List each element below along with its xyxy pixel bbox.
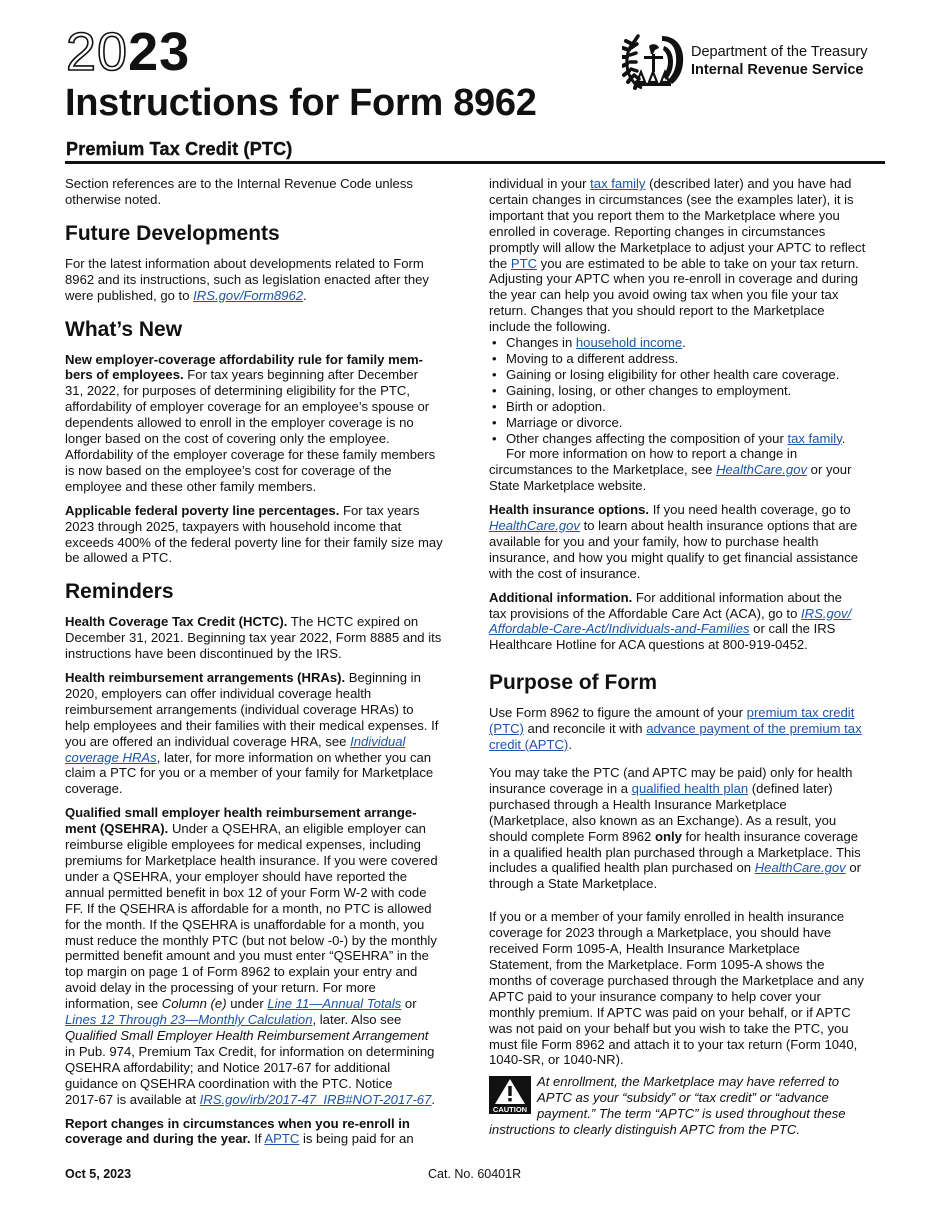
run-in-heading: bers of employees. bbox=[65, 367, 184, 383]
qsehra-paragraph bbox=[65, 805, 465, 1107]
link[interactable]: qualified health plan bbox=[631, 780, 749, 796]
text-line bbox=[489, 1037, 889, 1053]
text-run: Birth or adoption. bbox=[506, 398, 606, 414]
text-line bbox=[489, 478, 889, 494]
tax-year-outline: 20 bbox=[66, 22, 129, 82]
text-line bbox=[65, 917, 465, 933]
text-line bbox=[489, 721, 889, 737]
agency-block bbox=[622, 32, 868, 90]
text-line bbox=[489, 765, 889, 781]
text-line bbox=[489, 446, 889, 462]
text-run: is being paid for an bbox=[299, 1131, 414, 1147]
text-line bbox=[489, 797, 889, 813]
text-run: For tax years bbox=[339, 502, 420, 518]
text-line bbox=[65, 288, 465, 304]
text-run: Statement, from the Marketplace. Form 1095-A shows the bbox=[489, 956, 825, 972]
future-developments-paragraph bbox=[65, 256, 465, 304]
run-in-heading: coverage and during the year. bbox=[65, 1131, 251, 1147]
link[interactable]: Individual bbox=[350, 733, 406, 749]
text-run: insurance, and how you might qualify to get financial assistance bbox=[489, 549, 859, 565]
text-run: For more information on how to report a change in bbox=[506, 446, 798, 462]
text-run: APTC paid to your insurance company to help cover your bbox=[489, 988, 821, 1004]
text-run: the bbox=[489, 255, 511, 271]
text-run: the year can help you avoid owing tax when you file your tax bbox=[489, 287, 839, 303]
tax-year bbox=[66, 22, 190, 82]
text-line bbox=[489, 989, 889, 1005]
text-run: , later. Also see bbox=[312, 1012, 402, 1028]
text-line bbox=[65, 805, 465, 821]
link[interactable]: APTC bbox=[264, 1131, 300, 1147]
link[interactable]: Affordable-Care-Act/Individuals-and-Families bbox=[489, 621, 750, 637]
text-run: individual in your bbox=[489, 176, 591, 191]
link[interactable]: IRS.gov/Form8962 bbox=[193, 287, 304, 303]
hra-paragraph bbox=[65, 670, 465, 797]
text-run: Gaining or losing eligibility for other health care coverage. bbox=[506, 366, 840, 382]
run-in-heading: Health insurance options. bbox=[489, 502, 650, 518]
text-run: For the latest information about developments related to Form bbox=[65, 255, 424, 271]
text-run: employee and these other family members. bbox=[65, 478, 317, 494]
text-line bbox=[489, 829, 889, 845]
text-line bbox=[65, 869, 465, 885]
text-run: Column (e) bbox=[161, 996, 227, 1012]
text-line bbox=[65, 352, 465, 368]
text-line bbox=[489, 941, 889, 957]
text-line bbox=[65, 718, 465, 734]
link[interactable]: premium tax credit bbox=[746, 705, 855, 721]
text-run: permitted benefit amount and you must enter “QSEHRA” in the bbox=[65, 948, 429, 964]
text-run: . bbox=[682, 335, 686, 351]
text-run: 1040-SR, or 1040-NR). bbox=[489, 1052, 624, 1068]
text-run: must reduce the monthly PTC (but not below -0-) by the monthly bbox=[65, 932, 437, 948]
link[interactable]: Lines 12 Through 23—Monthly Calculation bbox=[65, 1012, 313, 1028]
purpose-paragraph-3 bbox=[489, 909, 889, 1068]
text-line bbox=[489, 256, 889, 272]
text-line bbox=[65, 948, 465, 964]
text-line bbox=[65, 781, 465, 797]
text-line bbox=[489, 590, 889, 606]
text-line bbox=[489, 1005, 889, 1021]
text-line bbox=[489, 534, 889, 550]
text-line bbox=[489, 303, 889, 319]
text-line bbox=[65, 630, 465, 646]
text-line bbox=[489, 1021, 889, 1037]
text-run: in Pub. 974, Premium Tax Credit, for information on determining bbox=[65, 1043, 435, 1059]
text-line bbox=[489, 781, 889, 797]
text-run: (described later) and you have had bbox=[645, 176, 852, 191]
text-run: purchased through a Health Insurance Marketplace bbox=[489, 796, 787, 812]
text-run: Marriage or divorce. bbox=[506, 414, 623, 430]
heading-purpose-of-form: Purpose of Form bbox=[489, 671, 658, 695]
text-line bbox=[65, 821, 465, 837]
text-run: include the following. bbox=[489, 319, 611, 335]
text-run: Under a QSEHRA, an eligible employer can bbox=[168, 821, 426, 837]
text-run: top margin on page 1 of Form 8962 to explain your entry and bbox=[65, 964, 418, 980]
text-run: For tax years beginning after December bbox=[183, 367, 418, 383]
text-run: to learn about health insurance options that are bbox=[579, 518, 858, 534]
caution-text bbox=[489, 1074, 889, 1138]
text-line bbox=[489, 176, 889, 192]
text-run: annual permitted benefit in box 12 of your Form W-2 with code bbox=[65, 884, 427, 900]
text-line bbox=[489, 240, 889, 256]
text-line bbox=[65, 503, 465, 519]
poverty-line-paragraph bbox=[65, 503, 465, 567]
text-line bbox=[65, 367, 465, 383]
text-line bbox=[489, 637, 889, 653]
link[interactable]: HealthCare.gov bbox=[489, 518, 580, 534]
text-run: Healthcare Hotline for ACA questions at 800-919-0452. bbox=[489, 637, 808, 653]
list-item bbox=[489, 431, 889, 447]
text-line bbox=[65, 256, 465, 272]
run-in-heading: only bbox=[654, 828, 682, 844]
text-line bbox=[489, 566, 889, 582]
list-item bbox=[489, 335, 889, 351]
text-run: exceeds 400% of the federal poverty line for their family size may bbox=[65, 534, 443, 550]
text-run: 2023 through 2025, taxpayers with household income that bbox=[65, 518, 402, 534]
text-run: (Marketplace, also known as an Exchange). As a result, you bbox=[489, 812, 837, 828]
text-line bbox=[65, 1076, 465, 1092]
text-run: premiums for Marketplace health insurance. If you were covered bbox=[65, 853, 438, 868]
text-run: dependents allowed to enroll in the employer coverage is no bbox=[65, 415, 414, 431]
text-run: instructions to clearly distinguish APTC from the PTC. bbox=[489, 1122, 800, 1138]
text-run: reimbursement arrangements (individual coverage HRAs) to bbox=[65, 701, 414, 717]
text-run: Affordability of the employer coverage for these family members bbox=[65, 446, 436, 462]
text-run: Other changes affecting the composition of your bbox=[506, 430, 788, 446]
affordability-rule-paragraph bbox=[65, 352, 465, 495]
text-run: payment.” The term “APTC” is used throughout these bbox=[537, 1106, 846, 1122]
text-line bbox=[65, 1028, 465, 1044]
text-run: or your bbox=[807, 462, 852, 478]
text-run: monthly premium. If APTC was paid on your behalf, or if APTC bbox=[489, 1004, 851, 1020]
text-run: you are estimated to be able to take on your tax return. bbox=[537, 255, 859, 271]
text-line bbox=[65, 463, 465, 479]
text-line bbox=[65, 399, 465, 415]
text-line bbox=[65, 431, 465, 447]
link[interactable]: HealthCare.gov bbox=[754, 860, 846, 876]
report-changes-paragraph bbox=[65, 1116, 465, 1148]
link[interactable]: coverage HRAs bbox=[65, 749, 157, 765]
text-run: Section references are to the Internal Revenue Code unless bbox=[65, 176, 413, 191]
text-run: If you or a member of your family enrolled in health insurance bbox=[489, 909, 845, 925]
text-run: At enrollment, the Marketplace may have referred to bbox=[537, 1074, 840, 1090]
text-run: If bbox=[250, 1131, 265, 1147]
text-line bbox=[65, 519, 465, 535]
text-line bbox=[489, 462, 889, 478]
irs-eagle-logo-icon bbox=[622, 32, 686, 90]
text-run: received Form 1095-A, Health Insurance Marketplace bbox=[489, 941, 800, 957]
text-run: 31, 2022, for purposes of determining eligibility for the PTC, bbox=[65, 383, 410, 399]
text-line bbox=[65, 686, 465, 702]
list-item bbox=[489, 415, 889, 431]
list-item bbox=[489, 399, 889, 415]
text-line bbox=[489, 845, 889, 861]
right-column bbox=[489, 176, 889, 1138]
hctc-paragraph bbox=[65, 614, 465, 662]
text-run: QSEHRA affordability; and Notice 2017-67 for additional bbox=[65, 1059, 391, 1075]
list-item bbox=[489, 367, 889, 383]
text-run: You may take the PTC (and APTC may be paid) only for health bbox=[489, 765, 853, 780]
text-line bbox=[65, 550, 465, 566]
run-in-heading: Applicable federal poverty line percentages. bbox=[65, 502, 340, 518]
text-run: available for you and your family, how to purchase health bbox=[489, 533, 819, 549]
link[interactable]: tax family bbox=[590, 176, 646, 191]
text-run: in a qualified health plan purchased through a Marketplace. This bbox=[489, 844, 861, 860]
text-run: (defined later) bbox=[748, 780, 833, 796]
text-run: must file Form 8962 and attach it to your tax return (Form 1040, bbox=[489, 1036, 858, 1052]
text-run: Changes in bbox=[506, 335, 576, 351]
text-run: be allowed a PTC. bbox=[65, 550, 172, 566]
link[interactable]: tax family bbox=[787, 430, 842, 446]
text-line bbox=[65, 447, 465, 463]
text-run: for the month. If the QSEHRA is unaffordable for a month, you bbox=[65, 916, 425, 932]
text-run: guidance on QSEHRA coordination with the PTC. Notice bbox=[65, 1075, 393, 1091]
text-line bbox=[489, 1090, 889, 1106]
text-run: or bbox=[401, 996, 417, 1012]
text-line bbox=[489, 1074, 889, 1090]
text-run: . bbox=[431, 1091, 436, 1107]
text-line bbox=[65, 837, 465, 853]
text-run: FF. If the QSEHRA is affordable for a month, no PTC is allowed bbox=[65, 900, 432, 916]
text-line bbox=[489, 925, 889, 941]
text-line bbox=[65, 765, 465, 781]
tax-year-solid: 23 bbox=[128, 22, 191, 82]
text-run: 2017-67 is available at bbox=[65, 1091, 200, 1107]
text-line bbox=[65, 853, 465, 869]
text-run: circumstances to the Marketplace, see bbox=[489, 462, 717, 478]
text-line bbox=[65, 933, 465, 949]
additional-info-paragraph bbox=[489, 590, 889, 654]
text-line bbox=[489, 606, 889, 622]
text-line bbox=[489, 813, 889, 829]
run-in-heading: Health reimbursement arrangements (HRAs). bbox=[65, 670, 346, 686]
text-line bbox=[489, 518, 889, 534]
text-run: reimburse eligible employees for medical expenses, including bbox=[65, 837, 421, 853]
text-run: Beginning in bbox=[345, 670, 421, 686]
run-in-heading: Additional information. bbox=[489, 589, 633, 605]
text-line bbox=[489, 860, 889, 876]
text-run: should complete Form 8962 bbox=[489, 828, 655, 844]
text-line bbox=[489, 271, 889, 287]
text-line bbox=[489, 909, 889, 925]
text-line bbox=[489, 1106, 889, 1122]
text-line bbox=[489, 224, 889, 240]
link[interactable]: IRS.gov/irb/2017-47_IRB#NOT-2017-67 bbox=[199, 1091, 432, 1107]
text-line bbox=[489, 192, 889, 208]
health-options-paragraph bbox=[489, 502, 889, 582]
text-run: important that you report them to the Marketplace where you bbox=[489, 207, 840, 223]
text-line bbox=[65, 670, 465, 686]
run-in-heading: New employer-coverage affordability rule for family mem- bbox=[65, 351, 424, 367]
heading-whats-new: What’s New bbox=[65, 317, 183, 341]
text-run: claim a PTC for you or a member of your family for Marketplace bbox=[65, 765, 434, 781]
link[interactable]: credit (APTC) bbox=[489, 737, 569, 753]
link[interactable]: (PTC) bbox=[489, 721, 524, 737]
text-run: insurance coverage in a bbox=[489, 780, 632, 796]
text-run: Gaining, losing, or other changes to employment. bbox=[506, 382, 792, 398]
revision-date: Oct 5, 2023 bbox=[65, 1167, 132, 1181]
text-line bbox=[489, 737, 889, 753]
link[interactable]: household income bbox=[575, 335, 683, 351]
run-in-heading: Health Coverage Tax Credit (HCTC). bbox=[65, 614, 288, 630]
left-column bbox=[65, 176, 465, 1147]
link[interactable]: HealthCare.gov bbox=[716, 462, 808, 478]
link[interactable]: advance payment of the premium tax bbox=[646, 721, 862, 737]
text-run: APTC as your “subsidy” or “tax credit” or “advance bbox=[537, 1090, 829, 1106]
text-line bbox=[65, 1131, 465, 1147]
text-line bbox=[65, 734, 465, 750]
document-title: Instructions for Form 8962 bbox=[65, 82, 537, 124]
text-run: for health insurance coverage bbox=[681, 828, 859, 844]
text-run: under a QSEHRA, your employer should have reported the bbox=[65, 868, 408, 884]
text-run: . bbox=[841, 430, 846, 446]
text-run: The HCTC expired on bbox=[287, 614, 419, 630]
text-line bbox=[489, 705, 889, 721]
text-run: enrolled in coverage. Reporting changes in circumstances bbox=[489, 223, 826, 239]
list-item bbox=[489, 383, 889, 399]
text-line bbox=[489, 973, 889, 989]
text-run: with the cost of insurance. bbox=[489, 565, 641, 581]
text-line bbox=[65, 1044, 465, 1060]
purpose-paragraph-2 bbox=[489, 765, 889, 892]
text-run: tax provisions of the Affordable Care Act (ACA), go to bbox=[489, 605, 801, 621]
text-run: Adjusting your APTC when you re-enroll in coverage and during bbox=[489, 271, 859, 287]
text-line bbox=[489, 1052, 889, 1068]
text-run: coverage for 2023 through a Marketplace, you should have bbox=[489, 925, 832, 941]
caution-icon-label: CAUTION bbox=[492, 1105, 528, 1115]
changes-list bbox=[489, 335, 889, 446]
text-line bbox=[489, 208, 889, 224]
text-line bbox=[65, 980, 465, 996]
agency-irs: Internal Revenue Service bbox=[691, 62, 864, 78]
text-run: avoid delay in the processing of your return. For more bbox=[65, 980, 376, 996]
text-line bbox=[65, 702, 465, 718]
text-run: certain changes in circumstances (see the examples later), it is bbox=[489, 191, 854, 207]
heading-reminders: Reminders bbox=[65, 580, 174, 604]
text-run: return. Changes that you should report to the Marketplace bbox=[489, 303, 825, 319]
text-run: If you need health coverage, go to bbox=[649, 502, 851, 518]
text-line bbox=[489, 287, 889, 303]
text-line bbox=[65, 901, 465, 917]
text-line bbox=[65, 1012, 465, 1028]
text-run: or call the IRS bbox=[749, 621, 836, 637]
report-changes-continuation bbox=[489, 176, 889, 335]
text-run: , later, for more information on whether you can bbox=[156, 749, 432, 765]
text-line bbox=[489, 957, 889, 973]
intro-paragraph bbox=[65, 176, 465, 208]
header-rule bbox=[65, 161, 885, 164]
text-line bbox=[489, 550, 889, 566]
run-in-heading: Qualified small employer health reimbursement arrange- bbox=[65, 805, 417, 821]
caution-warning-icon bbox=[489, 1076, 531, 1114]
text-line bbox=[489, 621, 889, 637]
link[interactable]: IRS.gov/ bbox=[801, 605, 852, 621]
text-line bbox=[65, 996, 465, 1012]
text-run: Use Form 8962 to figure the amount of your bbox=[489, 705, 747, 721]
text-line bbox=[65, 964, 465, 980]
text-line bbox=[65, 415, 465, 431]
text-run: . bbox=[568, 737, 572, 753]
text-line bbox=[65, 646, 465, 662]
text-line bbox=[65, 272, 465, 288]
text-run: longer based on the cost of covering only the employee. bbox=[65, 431, 390, 447]
more-info-paragraph bbox=[489, 446, 889, 494]
text-run: you are offered an individual coverage HRA, see bbox=[65, 733, 351, 749]
text-line bbox=[65, 176, 465, 192]
text-line bbox=[65, 885, 465, 901]
text-line bbox=[489, 876, 889, 892]
text-run: December 31, 2021. Beginning tax year 2022, Form 8885 and its bbox=[65, 630, 442, 646]
text-line bbox=[65, 750, 465, 766]
list-item bbox=[489, 351, 889, 367]
text-run: . bbox=[303, 287, 307, 303]
text-run: promptly will allow the Marketplace to adjust your APTC to reflect bbox=[489, 239, 866, 255]
run-in-heading: ment (QSEHRA). bbox=[65, 821, 169, 837]
text-run: includes a qualified health plan purchased on bbox=[489, 860, 755, 876]
text-run: and reconcile it with bbox=[523, 721, 647, 737]
text-run: is now based on the employee’s cost for coverage of the bbox=[65, 462, 392, 478]
text-run: For additional information about the bbox=[632, 589, 842, 605]
text-run: help employees and their families with their medical expenses. If bbox=[65, 717, 439, 733]
document-subtitle: Premium Tax Credit (PTC) bbox=[66, 139, 293, 159]
text-run: under bbox=[226, 996, 268, 1012]
text-run: coverage. bbox=[65, 781, 123, 797]
text-line bbox=[489, 319, 889, 335]
text-run: Qualified Small Employer Health Reimbursement Arrangement bbox=[65, 1027, 429, 1043]
text-line bbox=[65, 192, 465, 208]
text-line bbox=[65, 479, 465, 495]
text-line bbox=[65, 1092, 465, 1108]
catalog-number: Cat. No. 60401R bbox=[428, 1167, 522, 1181]
text-line bbox=[489, 502, 889, 518]
agency-department: Department of the Treasury bbox=[691, 44, 868, 60]
caution-note bbox=[489, 1074, 889, 1138]
link[interactable]: Line 11—Annual Totals bbox=[267, 996, 402, 1012]
text-run: were published, go to bbox=[65, 287, 194, 303]
text-line bbox=[489, 1122, 889, 1138]
text-run: or bbox=[845, 860, 861, 876]
text-run: information, see bbox=[65, 996, 162, 1012]
text-line bbox=[65, 535, 465, 551]
text-line bbox=[65, 1116, 465, 1132]
link[interactable]: PTC bbox=[510, 255, 538, 271]
text-run: otherwise noted. bbox=[65, 191, 162, 207]
text-run: months of coverage purchased through the Marketplace and any bbox=[489, 972, 864, 988]
purpose-paragraph-1 bbox=[489, 705, 889, 753]
text-line bbox=[65, 614, 465, 630]
text-run: through a State Marketplace. bbox=[489, 876, 658, 892]
text-run: instructions have been discontinued by the IRS. bbox=[65, 646, 342, 662]
text-run: State Marketplace website. bbox=[489, 478, 647, 494]
heading-future-developments: Future Developments bbox=[65, 221, 280, 245]
text-line bbox=[65, 383, 465, 399]
text-run: Moving to a different address. bbox=[506, 350, 679, 366]
text-run: 8962 and its instructions, such as legislation enacted after they bbox=[65, 271, 429, 287]
text-line bbox=[65, 1060, 465, 1076]
run-in-heading: Report changes in circumstances when you re-enroll in bbox=[65, 1115, 410, 1131]
text-run: 2020, employers can offer individual coverage health bbox=[65, 685, 372, 701]
text-run: was not paid on your behalf but you wish to take the PTC, you bbox=[489, 1020, 849, 1036]
text-run: affordability of employer coverage for an employee’s spouse or bbox=[65, 399, 430, 415]
